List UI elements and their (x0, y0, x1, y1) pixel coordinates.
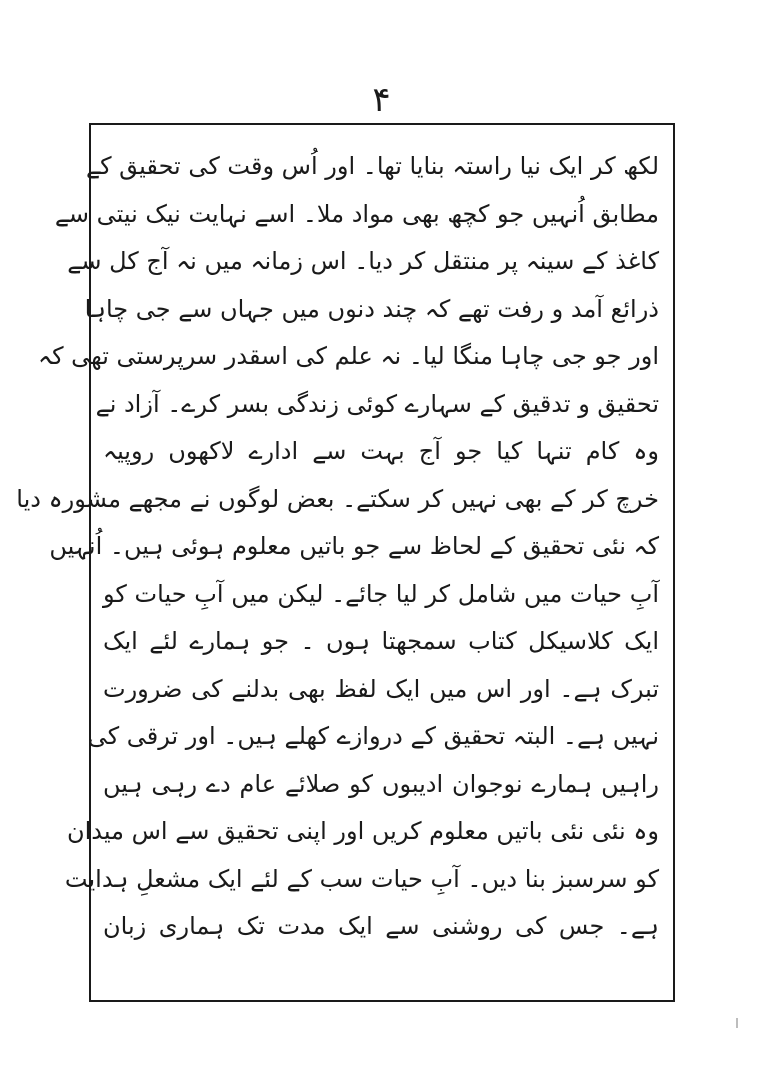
text-line: وہ کام تنہا کیا جو آج بہت سے ادارے لاکھوں روپیہ (103, 437, 659, 465)
text-line: کو سرسبز بنا دیں۔ آبِ حیات سب کے لئے ایک مشعلِ ہدایت (64, 864, 659, 893)
text-line: اور جو جی چاہا منگا لیا۔ نہ علم کی اسقدر سرپرستی تھی کہ (38, 342, 659, 370)
margin-speck (736, 1018, 738, 1028)
text-line: تبرک ہے۔ اور اس میں ایک لفظ بھی بدلنے کی ضرورت (103, 674, 659, 703)
text-line: وہ نئی نئی باتیں معلوم کریں اور اپنی تحقیق سے اس میدان (67, 817, 659, 845)
text-line: ہے۔ جس کی روشنی سے ایک مدت تک ہماری زبان (103, 912, 659, 940)
text-line: لکھ کر ایک نیا راستہ بنایا تھا۔ اور اُس وقت کی تحقیق کے (86, 152, 659, 180)
text-line: ایک کلاسیکل کتاب سمجھتا ہوں ۔ جو ہمارے لئے ایک (103, 627, 659, 655)
text-line: مطابق اُنہیں جو کچھ بھی مواد ملا۔ اسے نہایت نیک نیتی سے (54, 199, 659, 228)
text-line: نہیں ہے۔ البتہ تحقیق کے دروازے کھلے ہیں۔ اور ترقی کی (87, 722, 659, 750)
body-text (16, 143, 659, 951)
text-line: کہ نئی تحقیق کے لحاظ سے جو باتیں معلوم ہوئی ہیں۔ اُنہیں (49, 532, 659, 560)
page-frame (16, 123, 675, 1002)
text-line: راہیں ہمارے نوجوان ادیبوں کو صلائے عام دے رہی ہیں (103, 769, 659, 798)
page-number: ۴ (372, 80, 391, 120)
text-line: آبِ حیات میں شامل کر لیا جائے۔ لیکن میں آبِ حیات کو (103, 579, 659, 608)
text-line: ذرائع آمد و رفت تھے کہ چند دنوں میں جہاں سے جی چاہا (84, 294, 659, 323)
text-line: خرچ کر کے بھی نہیں کر سکتے۔ بعض لوگوں نے مجھے مشورہ دیا (16, 484, 659, 513)
text-line: کاغذ کے سینہ پر منتقل کر دیا۔ اس زمانہ میں نہ آج کل سے (67, 247, 659, 275)
text-line: تحقیق و تدقیق کے سہارے کوئی زندگی بسر کرے۔ آزاد نے (95, 389, 659, 418)
